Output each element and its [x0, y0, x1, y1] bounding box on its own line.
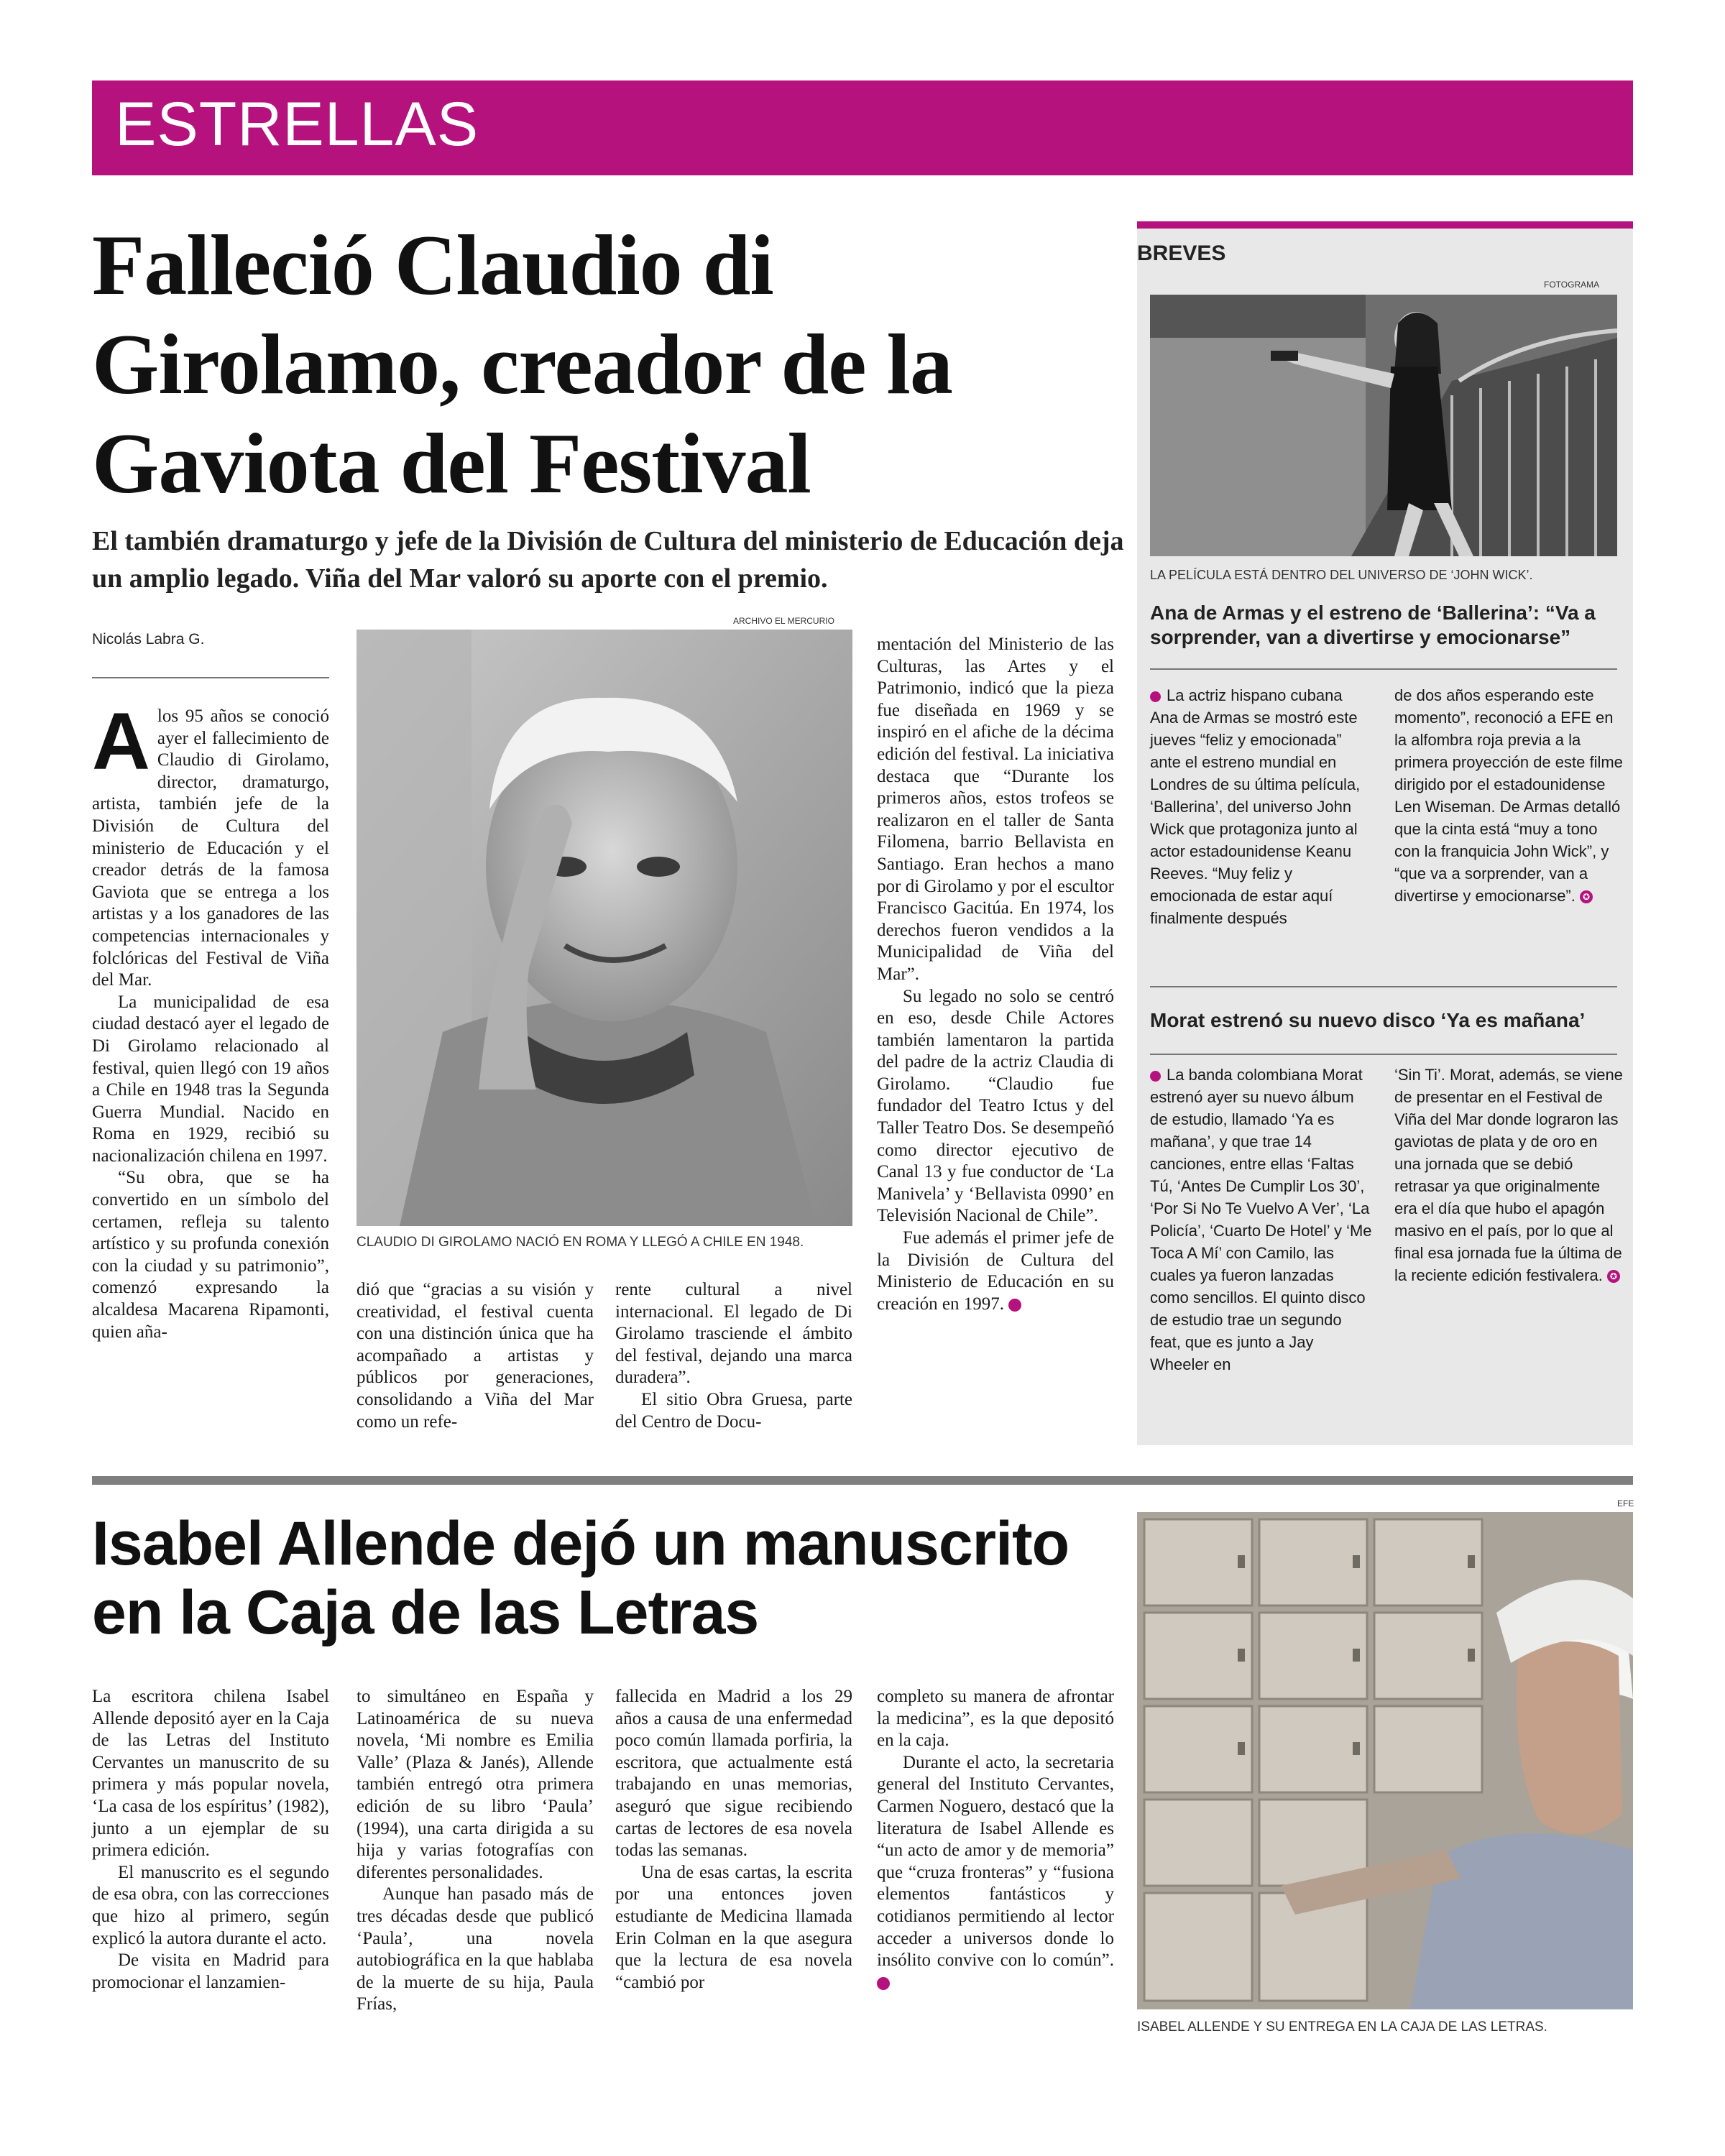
- article-2-column-4: [877, 1686, 1114, 1994]
- brief-divider: [1150, 668, 1617, 670]
- isabel-allende-photo: [1137, 1512, 1633, 2009]
- end-of-article-icon: ✪: [1008, 1299, 1021, 1312]
- paragraph: de dos años esperando este momento”, reconoció a EFE en la alfombra roja previa a la primera proyección de este filme dirigido por el estadounidense Len Wiseman. De Armas detalló que la cinta está “muy a tono con la franquicia John Wick”, y “que va a sorprender, van a divertirse y emocionarse”.: [1394, 686, 1623, 905]
- photo-credit: ARCHIVO EL MERCURIO: [733, 616, 834, 626]
- end-of-article-icon: ✪: [1580, 890, 1593, 903]
- paragraph: La escritora chilena Isabel Allende depositó ayer en la Caja de las Letras del Instituto Cervantes un manuscrito de su primera y más popular novela, ‘La casa de los espíritus’ (1982), junto a un ejemplar de su primera edición.: [92, 1687, 329, 1861]
- article-2-column-3: [615, 1686, 852, 1994]
- brief-2-column-2: [1394, 1064, 1624, 1286]
- paragraph: La municipalidad de esa ciudad destacó ayer el legado de Di Girolamo relacionado al festival, quien llegó con 19 años a Chile en 1948 tras la Segunda Guerra Mundial. Nacido en Roma en 1929, recibió su nacionalización chilena en 1997.: [92, 992, 329, 1166]
- main-headline: Falleció Claudio di Girolamo, creador de la Gaviota del Festival: [92, 217, 952, 511]
- photo-caption: CLAUDIO DI GIROLAMO NACIÓ EN ROMA Y LLEGÓ A CHILE EN 1948.: [356, 1235, 804, 1250]
- main-subheadline: El también dramaturgo y jefe de la División de Cultura del ministerio de Educación deja un amplio legado. Viña del Mar valoró su aporte con el premio.: [92, 526, 1124, 594]
- paragraph: La banda colombiana Morat estrenó ayer su nuevo álbum de estudio, llamado ‘Ya es mañana’, y que trae 14 canciones, entre ellas ‘Faltas Tú, ‘Antes De Cumplir Los 30’, ‘Por Si No Te Vuelvo A Ver’, ‘La Policía’, ‘Cuarto De Hotel’ y ‘Me Toca A Mí’ con Camilo, las cuales ya fueron lanzadas como sencillos. El quinto disco de estudio trae un segundo feat, que es junto a Jay Wheeler en: [1150, 1066, 1372, 1373]
- paragraph: “Su obra, que se ha convertido en un símbolo del certamen, refleja su talento artístico y su profunda conexión con la ciudad y su patrimonio”, comenzó expresando la alcaldesa Macarena Ripamonti, quien aña-: [92, 1168, 329, 1342]
- photo-credit: FOTOGRAMA: [1544, 280, 1600, 290]
- portrait-photo-claudio-di-girolamo: [356, 630, 852, 1226]
- article-1-column-4: [877, 634, 1114, 1315]
- section-label: ESTRELLAS: [115, 90, 479, 159]
- end-of-article-icon: ✪: [877, 1977, 890, 1990]
- paragraph: Su legado no solo se centró en eso, desde Chile Actores también lamentaron la partida del padre de la actriz Claudia di Girolamo. “Claudio fue fundador del Teatro Ictus y del Taller Teatro Dos. Se desempeñó como director ejecutivo de Canal 13 y fue conductor de ‘La Manivela’ y ‘Bellavista 0990’ en Televisión Nacional de Chile”.: [877, 986, 1114, 1226]
- brief-divider: [1150, 1054, 1617, 1055]
- paragraph: La actriz hispano cubana Ana de Armas se mostró este jueves “feliz y emocionada” ante el estreno mundial en Londres de su última película, ‘Ballerina’, del universo John Wick que protagoniza junto al actor estadounidense Keanu Reeves. “Muy feliz y emocionada de estar aquí finalmente después: [1150, 686, 1361, 927]
- byline-divider: [92, 677, 329, 678]
- paragraph: dió que “gracias a su visión y creatividad, el festival cuenta con una distinción única que ha acompañado a artistas y públicos por generaciones, consolidando a Viña del Mar como un refe-: [356, 1280, 594, 1432]
- paragraph: Una de esas cartas, la escrita por una entonces joven estudiante de Medicina llamada Erin Colman en la que asegura que la lectura de esa novela “cambió por: [615, 1862, 852, 1992]
- paragraph: completo su manera de afrontar la medicina”, es la que depositó en la caja.: [877, 1687, 1114, 1751]
- byline: Nicolás Labra G.: [92, 631, 205, 648]
- brief-1-column-1: [1150, 684, 1373, 929]
- drop-cap: A: [92, 696, 150, 786]
- end-of-article-icon: ✪: [1607, 1270, 1620, 1283]
- bullet-dot-icon: [1150, 1071, 1161, 1082]
- article-divider: [92, 1476, 1633, 1485]
- brief-2-headline: Morat estrenó su nuevo disco ‘Ya es mañana’: [1150, 1009, 1586, 1031]
- brief-1-headline: Ana de Armas y el estreno de ‘Ballerina’: “Va a sorprender, van a divertirse y emocionarse”: [1150, 602, 1596, 648]
- photo-caption: ISABEL ALLENDE Y SU ENTREGA EN LA CAJA DE LAS LETRAS.: [1137, 2019, 1547, 2035]
- article-2-column-1: [92, 1686, 329, 1994]
- breves-label: BREVES: [1137, 241, 1226, 265]
- article-1-column-3: [615, 1279, 852, 1433]
- paragraph: El sitio Obra Gruesa, parte del Centro de Docu-: [615, 1389, 852, 1432]
- paragraph: to simultáneo en España y Latinoamérica de su nueva novela, ‘Mi nombre es Emilia Valle’ (Plaza & Janés), Allende también entregó otra primera edición de su libro ‘Paula’ (1994), una carta dirigida a su hija y varias fotografías con diferentes personalidades.: [356, 1687, 594, 1882]
- article-2-column-2: [356, 1686, 594, 2016]
- paragraph: Fue además el primer jefe de la División de Cultura del Ministerio de Educación en su creación en 1997.: [877, 1228, 1114, 1314]
- article-1-column-1: [92, 696, 329, 1343]
- paragraph: rente cultural a nivel internacional. El legado de Di Girolamo trasciende el ámbito del festival, dejando una marca duradera”.: [615, 1280, 852, 1388]
- second-headline: Isabel Allende dejó un manuscrito en la Caja de las Letras: [92, 1509, 1070, 1647]
- photo-caption: LA PELÍCULA ESTÁ DENTRO DEL UNIVERSO DE ‘JOHN WICK’.: [1150, 568, 1533, 582]
- brief-divider: [1150, 986, 1617, 987]
- paragraph: los 95 años se conoció ayer el fallecimiento de Claudio di Girolamo, director, dramaturgo, artista, también jefe de la División de Cultura del ministerio de Educación y el creador detrás de la famosa Gaviota que se entrega a los artistas y a los ganadores de las competencias internacionales y folclóricas del Festival de Viña del Mar.: [92, 706, 329, 990]
- paragraph: fallecida en Madrid a los 29 años a causa de una enfermedad poco común llamada porfiria, la escritora, que actualmente está trabajando en unas memorias, aseguró que sigue recibiendo cartas de lectores de esa novela todas las semanas.: [615, 1687, 852, 1861]
- article-1-column-2: [356, 1279, 594, 1433]
- sidebar-top-rule: [1137, 221, 1633, 229]
- bullet-dot-icon: [1150, 691, 1161, 702]
- paragraph: ‘Sin Ti’. Morat, además, se viene de presentar en el Festival de Viña del Mar donde lograron las gaviotas de plata y de oro en una jornada que se debió retrasar ya que originalmente era el día que hubo el apagón masivo en el país, por lo que al final esa jornada fue la última de la reciente edición festivalera.: [1394, 1066, 1623, 1284]
- brief-2-column-1: [1150, 1064, 1373, 1376]
- paragraph: El manuscrito es el segundo de esa obra, con las correcciones que hizo al primero, según explicó la autora durante el acto.: [92, 1862, 329, 1948]
- paragraph: mentación del Ministerio de las Culturas, las Artes y el Patrimonio, indicó que la pieza fue diseñada en 1969 y se inspiró en el afiche de la décima edición del festival. La iniciativa destaca que “Durante los primeros años, estos trofeos se realizaron en el taller de Santa Filomena, barrio Bellavista en Santiago. Eran hechos a mano por di Girolamo y por el escultor Francisco Gacitúa. En 1974, los derechos fueron vendidos a la Municipalidad de Viña del Mar”.: [877, 635, 1114, 984]
- photo-credit: EFE: [1617, 1498, 1634, 1508]
- paragraph: Aunque han pasado más de tres décadas desde que publicó ‘Paula’, una novela autobiográfica en la que hablaba de la muerte de su hija, Paula Frías,: [356, 1884, 594, 2014]
- paragraph: Durante el acto, la secretaria general del Instituto Cervantes, Carmen Noguero, destacó que la literatura de Isabel Allende es “un acto de amor y de memoria” que “cruza fronteras” y “fusiona elementos fantásticos y cotidianos permitiendo al lector acceder a universos donde lo insólito convive con lo común”.: [877, 1752, 1114, 1971]
- brief-1-column-2: [1394, 684, 1624, 907]
- paragraph: De visita en Madrid para promocionar el lanzamien-: [92, 1950, 329, 1992]
- ballerina-film-still-photo: [1150, 295, 1617, 556]
